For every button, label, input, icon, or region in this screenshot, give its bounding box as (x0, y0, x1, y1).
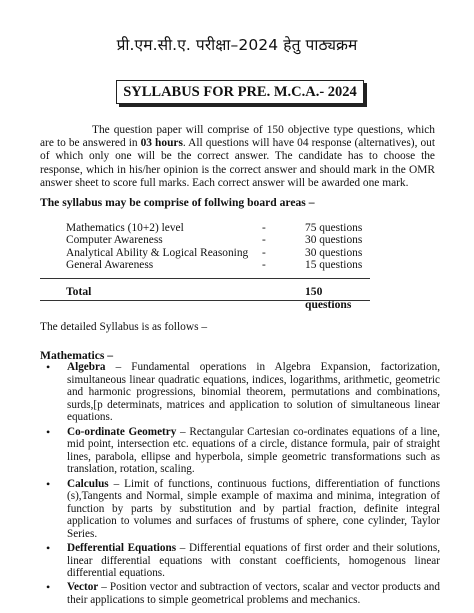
area-dash: - (262, 234, 266, 247)
list-item (46, 581, 440, 606)
topic-name: Co-ordinate Geometry (67, 425, 177, 438)
area-name: Computer Awareness (66, 234, 163, 247)
board-areas-table (40, 222, 370, 272)
topic-text: – Differential equations of first order and their solutions, linear differential equations with constant coefficients, homogenous linear differential equations. (67, 542, 441, 580)
syllabus-title: SYLLABUS FOR PRE. M.C.A.- 2024 (123, 84, 357, 100)
area-row (40, 222, 370, 234)
area-dash: - (262, 246, 266, 259)
total-bottom-rule (40, 300, 370, 301)
bullet-icon: • (46, 476, 51, 491)
area-dash: - (262, 222, 266, 234)
list-item (46, 426, 440, 476)
area-row (40, 234, 370, 246)
area-questions: 15 questions (305, 259, 363, 272)
area-name: Analytical Ability & Logical Reasoning (66, 246, 249, 259)
syllabus-title-box (116, 80, 364, 104)
topic-name: Algebra (67, 361, 106, 373)
topic-name: Vector (67, 581, 99, 594)
intro-text-b: . All questions will have 04 response (alternatives), out of which only one will be the correct answer. The candidate has to choose the response, which in his/her opinion is the correct answer and should mark in the OMR answer sheet to score full marks. Each correct answer will be awarded one mark. (40, 137, 436, 189)
area-name: Mathematics (10+2) level (66, 222, 184, 234)
list-item (46, 542, 440, 580)
total-value: 150 questions (305, 285, 352, 311)
mathematics-topic-list (46, 361, 440, 608)
list-item (46, 361, 440, 424)
topic-text: – Rectangular Cartesian co-ordinates equations of a line, mid point, intersection etc. equations of a circle, distance formula, pair of straight lines, parabola, ellipse and hyperbola, simple geometric transformations such as translation, rotation, scaling. (67, 425, 440, 476)
bullet-icon: • (46, 541, 51, 556)
bullet-icon: • (46, 580, 51, 595)
area-questions: 75 questions (305, 222, 363, 234)
topic-text: – Fundamental operations in Algebra Expansion, factorization, simultaneous linear quadratic equations, indices, logarithms, arithmetic, geometric and harmonic progressions, binomial theorem, permutations and combinations, surds,[p determinats, matrices and application to solution of simultaneous linear equations. (67, 361, 440, 424)
topic-name: Calculus (67, 477, 109, 490)
area-row (40, 259, 370, 271)
topic-name: Defferential Equations (67, 542, 177, 555)
total-label: Total (66, 285, 92, 298)
intro-text-a: The question paper will comprise of 150 objective type questions, which are to be answered in (40, 124, 435, 150)
mathematics-heading: Mathematics – (40, 349, 114, 362)
list-item (46, 478, 440, 541)
bullet-icon: • (46, 424, 51, 439)
intro-paragraph (40, 124, 435, 190)
topic-text: – Position vector and subtraction of vectors, scalar and vector products and their applications to simple geometrical problems and mechanics. (67, 581, 440, 607)
topic-text: – Limit of functions, continuous fuctions, differentiation of functions (s),Tangents and Normal, simple example of maxima and minima, integration of function by parts by substitution and by partial fraction, definite integral application to volumes and surfaces of frustums of sphere, cone cylinder, Taylor Series. (67, 477, 440, 540)
total-top-rule (40, 278, 370, 279)
area-dash: - (262, 259, 266, 272)
bullet-icon: • (46, 360, 51, 374)
detailed-syllabus-intro: The detailed Syllabus is as follows – (40, 321, 208, 333)
hindi-title: प्री.एम.सी.ए. परीक्षा–2024 हेतु पाठ्यक्रम (116, 36, 358, 54)
intro-hours: 03 hours (140, 137, 183, 150)
area-row (40, 247, 370, 259)
area-name: General Awareness (66, 259, 154, 272)
area-questions: 30 questions (305, 246, 363, 259)
area-questions: 30 questions (305, 234, 363, 247)
board-areas-heading: The syllabus may be comprise of follwing board areas – (40, 196, 315, 209)
